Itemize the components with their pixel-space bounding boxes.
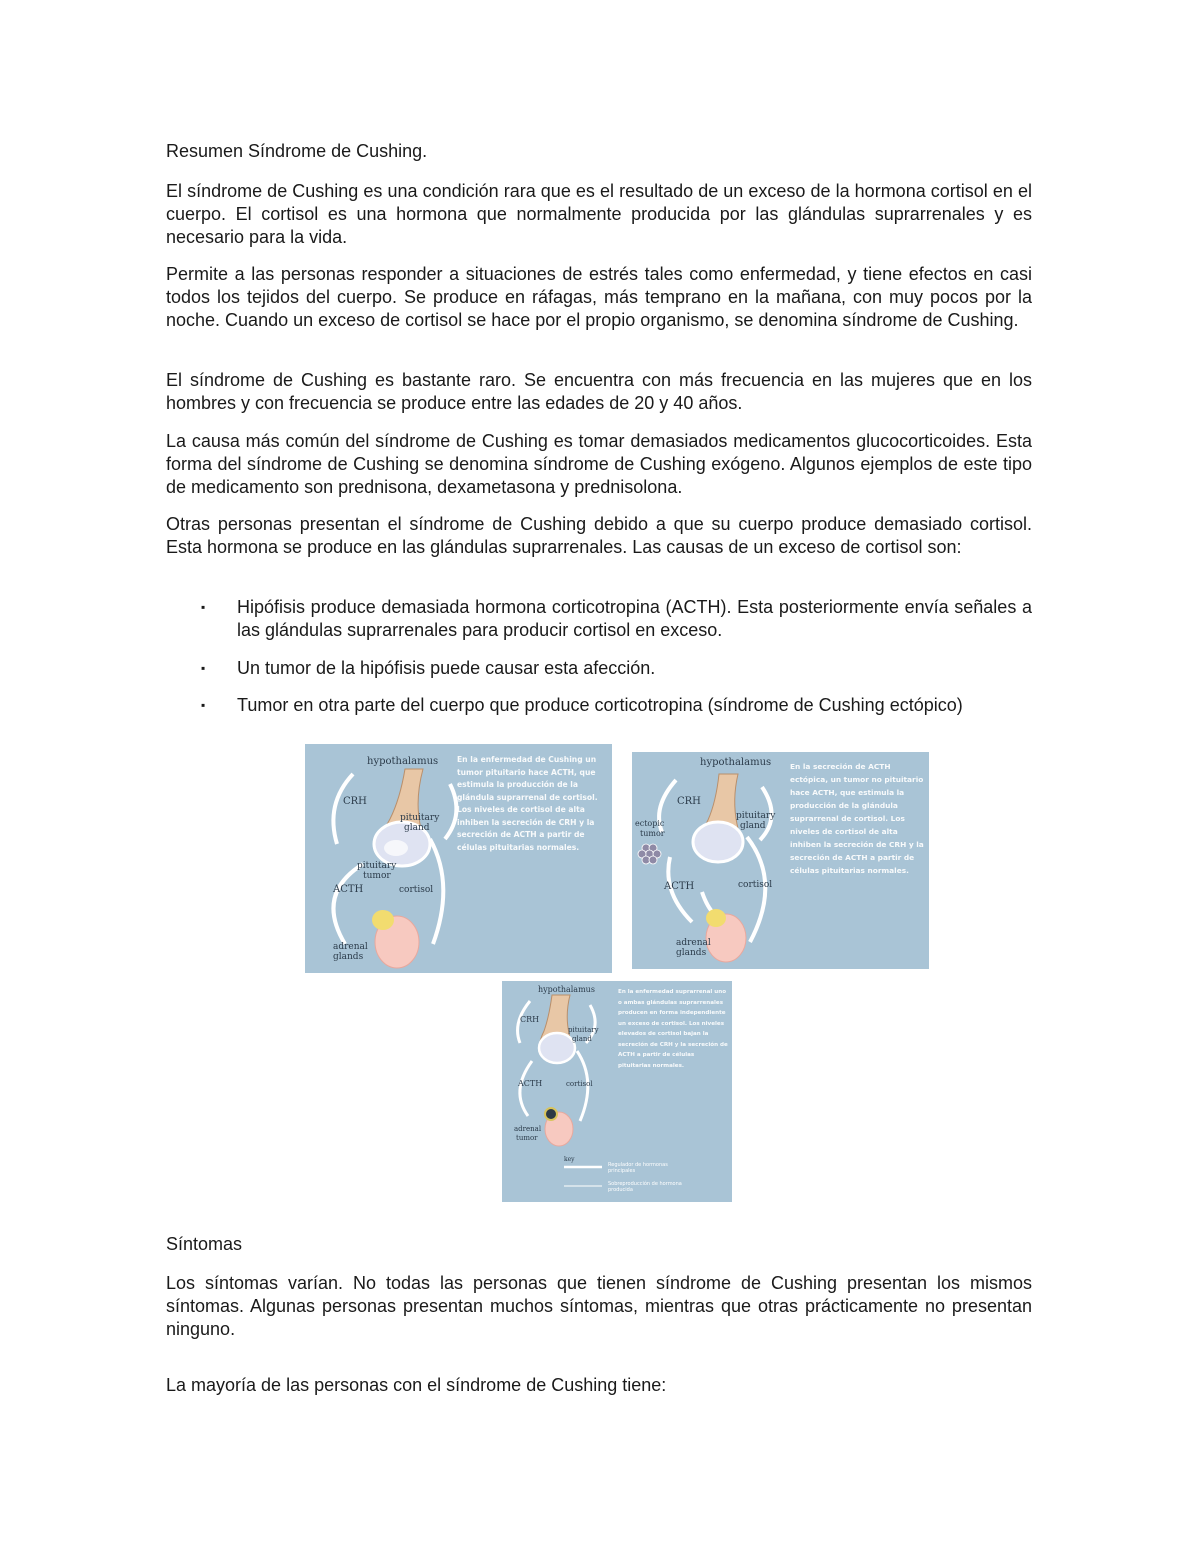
section-title: Síntomas (166, 1234, 243, 1254)
key-label-2a: Sobreproducción de hormona (608, 1181, 682, 1187)
crh-arrow (333, 774, 353, 844)
label-crh: CRH (520, 1015, 540, 1024)
bullet-icon: ▪ (201, 698, 206, 713)
figure-caption: En la secreción de ACTH ectópica, un tumor no pituitario hace ACTH, que estimula la producción de la glándula suprarrenal de cortisol. Los niveles de cortisol de alta inhiben la secreción de CRH y la secreción de ACTH a partir de células pituitarias normales. (790, 762, 924, 875)
figure-ectopic-acth (632, 752, 929, 969)
list-item-text: Tumor en otra parte del cuerpo que produce corticotropina (síndrome de Cushing ectópico) (237, 695, 963, 716)
list-item-text: Hipófisis produce demasiada hormona corticotropina (ACTH). Esta posteriormente envía señales a las glándulas suprarrenales para producir cortisol en exceso. (237, 597, 1032, 640)
label-tumor: tumor (363, 871, 391, 881)
adrenal-gland-shape (372, 910, 394, 930)
label-acth: ACTH (518, 1079, 543, 1088)
label-ectopic: ectopic (635, 819, 665, 828)
paragraph-5: Otras personas presentan el síndrome de Cushing debido a que su cuerpo produce demasiado cortisol. Esta hormona se produce en las glándulas suprarrenales. Las causas de un exceso de cortisol son: (166, 514, 1032, 557)
feedback-arrow (445, 784, 456, 839)
label-pituitary: pituitary (400, 813, 440, 823)
paragraph-4: La causa más común del síndrome de Cushing es tomar demasiados medicamentos glucocorticoides. Esta forma del síndrome de Cushing se denomina síndrome de Cushing exógeno. Algunos ejemplos de este tipo de medicamento son prednisona, dexametasona y prednisolona. (166, 431, 1032, 497)
acth-arrow (333, 864, 363, 944)
label-pituitary-tumor: pituitary (357, 861, 397, 871)
list-item (166, 657, 1032, 680)
label-gland: gland (404, 823, 430, 833)
key-label-2b: producida (608, 1187, 633, 1193)
list-item (166, 596, 1032, 642)
label-acth: ACTH (333, 884, 364, 895)
label-key: key (564, 1156, 575, 1163)
ectopic-tumor-shape (638, 844, 661, 864)
symptoms-paragraph-2: La mayoría de las personas con el síndrome de Cushing tiene: (166, 1375, 667, 1395)
label-crh: CRH (677, 796, 701, 807)
paragraph-1: El síndrome de Cushing es una condición rara que es el resultado de un exceso de la hormona cortisol en el cuerpo. El cortisol es una hormona que normalmente producida por las glándulas suprarrenales y es necesario para la vida. (166, 181, 1032, 247)
label-acth: ACTH (664, 881, 695, 892)
figure-caption: En la enfermedad de Cushing un tumor pituitario hace ACTH, que estimula la producción de la glándula suprarrenal de cortisol. Los niveles de cortisol de alta inhiben la secreción de CRH y la secreción de ACTH a partir de células pituitarias normales. (457, 755, 598, 852)
figure-caption: En la enfermedad suprarrenal uno o ambas glándulas suprarrenales producen en forma independiente un exceso de cortisol. Los niveles elevados de cortisol bajan la secreción de CRH y la secreción de ACTH a partir de células pituitarias normales. (618, 989, 728, 1069)
key-label-1a: Regulador de hormonas (608, 1162, 668, 1168)
label-gland: gland (572, 1035, 592, 1043)
figure-adrenal-tumor (502, 981, 732, 1202)
label-glands: glands (676, 948, 707, 958)
label-crh: CRH (343, 796, 367, 807)
bullet-icon: ▪ (201, 660, 206, 675)
label-cortisol: cortisol (399, 885, 434, 895)
pituitary-gland-shape (539, 1033, 575, 1063)
causes-list (166, 596, 1032, 717)
label-adrenal: adrenal (514, 1125, 542, 1133)
label-gland: gland (740, 821, 766, 831)
paragraph-2: Permite a las personas responder a situaciones de estrés tales como enfermedad, y tiene efectos en casi todos los tejidos del cuerpo. Se produce en ráfagas, más temprano en la mañana, con muy pocos por la noche. Cuando un exceso de cortisol se hace por el propio organismo, se denomina síndrome de Cushing. (166, 264, 1032, 330)
label-adrenal: adrenal (333, 942, 368, 952)
label-tumor: tumor (640, 829, 665, 838)
label-adrenal: adrenal (676, 938, 711, 948)
document-title: Resumen Síndrome de Cushing. (166, 141, 428, 161)
acth-arrow (520, 1061, 532, 1116)
adrenal-gland-shape (706, 909, 726, 927)
label-cortisol: cortisol (738, 880, 773, 890)
label-pituitary: pituitary (568, 1026, 599, 1034)
key-label-1b: principales (608, 1168, 636, 1174)
paragraph-3: El síndrome de Cushing es bastante raro. Se encuentra con más frecuencia en las mujeres que en los hombres y con frecuencia se produce entre las edades de 20 y 40 años. (166, 370, 1032, 413)
label-hypothalamus: hypothalamus (367, 756, 439, 767)
label-hypothalamus: hypothalamus (538, 985, 595, 994)
list-item-text: Un tumor de la hipófisis puede causar esta afección. (237, 657, 656, 678)
list-item (166, 694, 1032, 717)
pituitary-gland-shape (693, 822, 743, 862)
label-hypothalamus: hypothalamus (700, 757, 772, 768)
label-glands: glands (333, 952, 364, 962)
symptoms-paragraph-1: Los síntomas varían. No todas las personas que tienen síndrome de Cushing presentan los mismos síntomas. Algunas personas presentan muchos síntomas, mientras que otras prácticamente no presentan ninguno. (166, 1273, 1032, 1339)
adrenal-tumor-shape (545, 1108, 557, 1120)
pituitary-tumor-shape (384, 840, 408, 856)
label-cortisol: cortisol (566, 1080, 593, 1088)
bullet-icon: ▪ (201, 600, 206, 614)
label-pituitary: pituitary (736, 811, 776, 821)
figure-pituitary-tumor (305, 744, 612, 973)
label-tumor: tumor (516, 1134, 538, 1142)
